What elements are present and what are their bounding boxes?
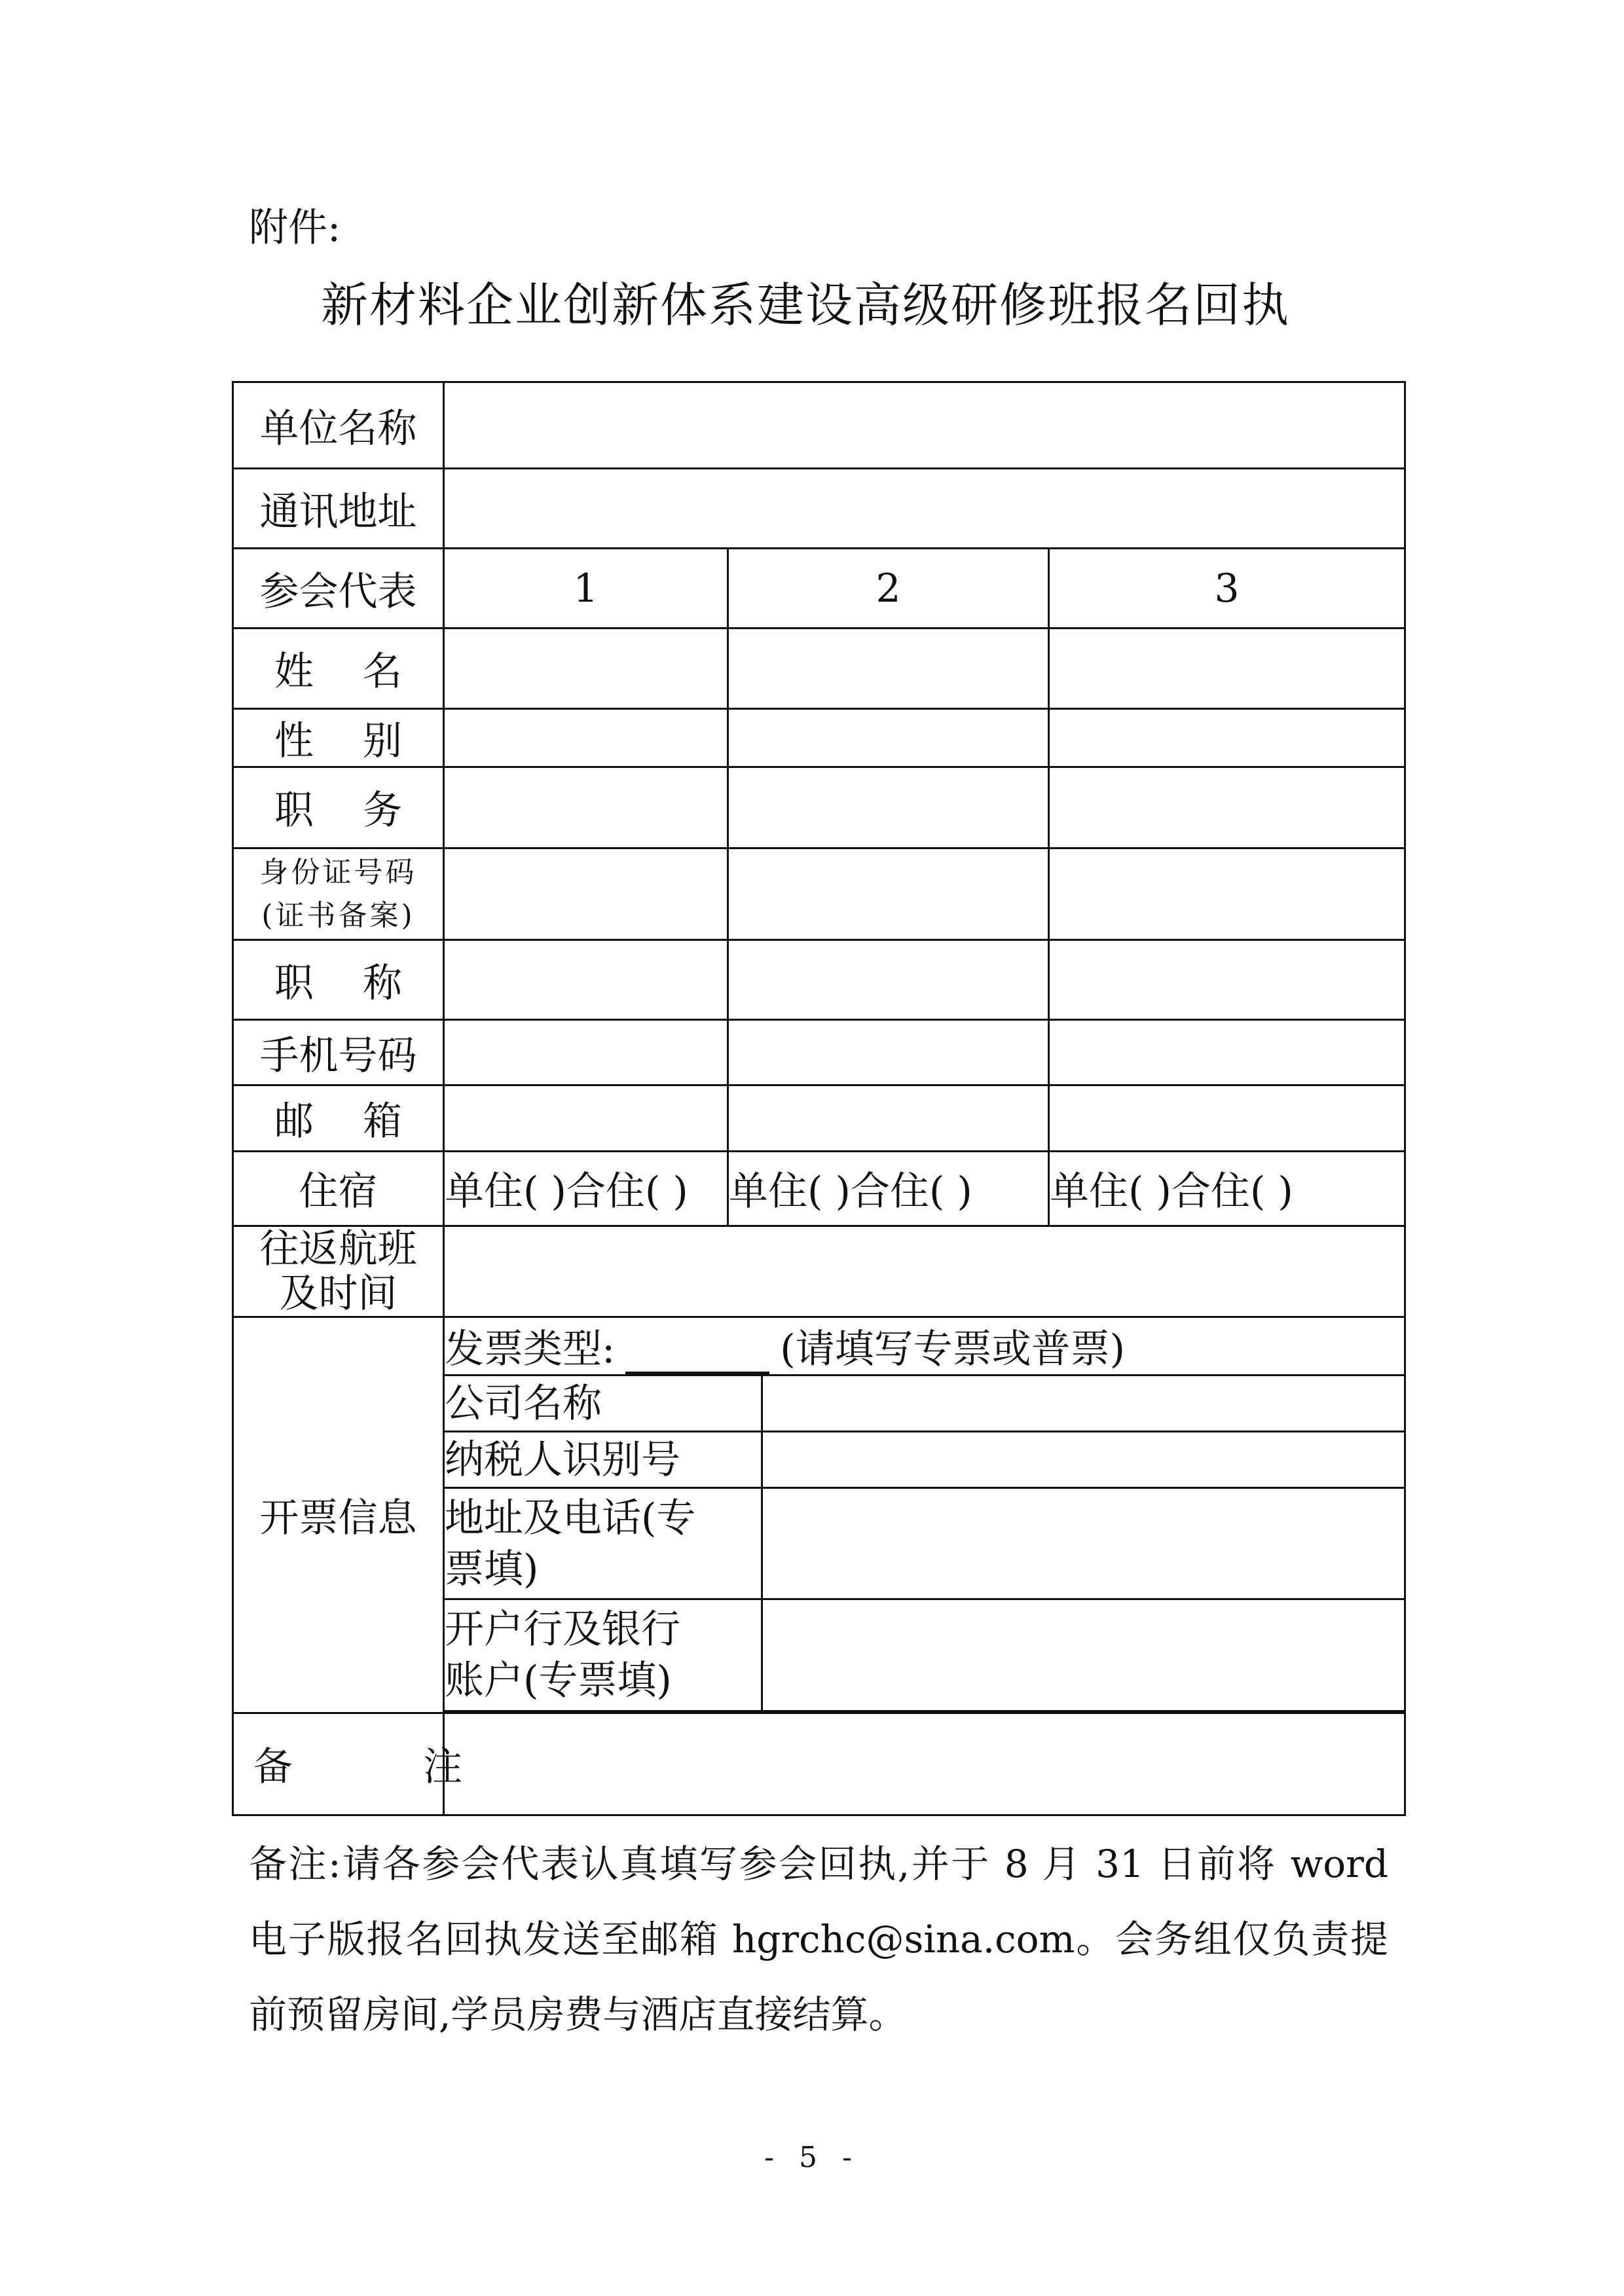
mobile-label: 手机号码 bbox=[233, 1020, 444, 1085]
row-remarks bbox=[233, 1713, 1405, 1815]
page-number: - 5 - bbox=[764, 2141, 860, 2174]
gender-field-1[interactable] bbox=[444, 708, 728, 767]
row-position bbox=[233, 767, 1405, 848]
flight-label bbox=[233, 1226, 444, 1317]
address-phone-label bbox=[444, 1488, 762, 1599]
remarks-field[interactable] bbox=[444, 1713, 1405, 1815]
delegate-number-2: 2 bbox=[728, 549, 1049, 629]
address-phone-field[interactable] bbox=[762, 1488, 1405, 1599]
email-field-3[interactable] bbox=[1049, 1085, 1405, 1151]
title-field-2[interactable] bbox=[728, 940, 1049, 1020]
unit-name-field[interactable] bbox=[444, 382, 1405, 469]
flight-field[interactable] bbox=[444, 1226, 1405, 1317]
position-label: 职 务 bbox=[233, 767, 444, 848]
bank-field[interactable] bbox=[762, 1599, 1405, 1711]
email-label: 邮 箱 bbox=[233, 1085, 444, 1151]
bank-label-line2: 账户(专票填) bbox=[445, 1658, 672, 1704]
invoice-type-prefix: 发票类型: bbox=[445, 1326, 616, 1372]
row-invoice-type bbox=[233, 1317, 1405, 1375]
annex-label: 附件: bbox=[249, 205, 341, 251]
invoice-info-label: 开票信息 bbox=[233, 1317, 444, 1713]
address-phone-label-line1: 地址及电话(专 bbox=[445, 1495, 696, 1541]
row-lodging bbox=[233, 1151, 1405, 1226]
gender-field-3[interactable] bbox=[1049, 708, 1405, 767]
row-name bbox=[233, 629, 1405, 708]
address-phone-label-line2: 票填) bbox=[445, 1546, 539, 1592]
mobile-field-2[interactable] bbox=[728, 1020, 1049, 1085]
flight-label-line1: 往返航班 bbox=[259, 1226, 417, 1272]
name-field-2[interactable] bbox=[728, 629, 1049, 708]
position-field-2[interactable] bbox=[728, 767, 1049, 848]
remarks-label: 备 注 bbox=[233, 1713, 444, 1815]
taxpayer-id-label: 纳税人识别号 bbox=[444, 1432, 762, 1488]
position-field-1[interactable] bbox=[444, 767, 728, 848]
mobile-field-3[interactable] bbox=[1049, 1020, 1405, 1085]
email-field-1[interactable] bbox=[444, 1085, 728, 1151]
gender-label: 性 别 bbox=[233, 708, 444, 767]
lodging-option-3[interactable]: 单住( )合住( ) bbox=[1049, 1151, 1405, 1226]
note-paragraph: 备注:请各参会代表认真填写参会回执,并于 8 月 31 日前将 word 电子版报名回执发送至邮箱 hgrchc@sina.com。会务组仅负责提前预留房间,学员房费与酒店直接结算。 bbox=[249, 1842, 1388, 2037]
row-gender bbox=[233, 708, 1405, 767]
registration-form-table bbox=[232, 381, 1406, 1816]
name-field-3[interactable] bbox=[1049, 629, 1405, 708]
mobile-field-1[interactable] bbox=[444, 1020, 728, 1085]
id-number-field-3[interactable] bbox=[1049, 848, 1405, 939]
title-field-1[interactable] bbox=[444, 940, 728, 1020]
title-label: 职 称 bbox=[233, 940, 444, 1020]
title-field-3[interactable] bbox=[1049, 940, 1405, 1020]
lodging-label: 住宿 bbox=[233, 1151, 444, 1226]
lodging-option-1[interactable]: 单住( )合住( ) bbox=[444, 1151, 728, 1226]
id-number-label bbox=[233, 848, 444, 939]
delegate-number-1: 1 bbox=[444, 549, 728, 629]
id-number-field-2[interactable] bbox=[728, 848, 1049, 939]
id-number-label-line1: 身份证号码 bbox=[259, 855, 417, 889]
position-field-3[interactable] bbox=[1049, 767, 1405, 848]
bank-label bbox=[444, 1599, 762, 1711]
row-title bbox=[233, 940, 1405, 1020]
invoice-type-hint: (请填写专票或普票) bbox=[780, 1326, 1126, 1372]
taxpayer-id-field[interactable] bbox=[762, 1432, 1405, 1488]
name-field-1[interactable] bbox=[444, 629, 728, 708]
bank-label-line1: 开户行及银行 bbox=[445, 1607, 680, 1652]
row-mobile bbox=[233, 1020, 1405, 1085]
id-number-field-1[interactable] bbox=[444, 848, 728, 939]
id-number-label-line2: (证书备案) bbox=[261, 898, 415, 932]
row-id-number bbox=[233, 848, 1405, 939]
lodging-option-2[interactable]: 单住( )合住( ) bbox=[728, 1151, 1049, 1226]
row-address bbox=[233, 469, 1405, 549]
company-name-field[interactable] bbox=[762, 1375, 1405, 1431]
row-email bbox=[233, 1085, 1405, 1151]
delegates-label: 参会代表 bbox=[233, 549, 444, 629]
email-field-2[interactable] bbox=[728, 1085, 1049, 1151]
page-title: 新材料企业创新体系建设高级研修班报名回执 bbox=[321, 278, 1291, 333]
company-name-label: 公司名称 bbox=[444, 1375, 762, 1431]
row-flight bbox=[233, 1226, 1405, 1317]
invoice-type-cell bbox=[444, 1317, 1405, 1375]
invoice-type-blank[interactable] bbox=[625, 1338, 769, 1374]
flight-label-line2: 及时间 bbox=[279, 1270, 397, 1317]
unit-name-label: 单位名称 bbox=[233, 382, 444, 469]
address-label: 通讯地址 bbox=[233, 469, 444, 549]
row-unit-name bbox=[233, 382, 1405, 469]
address-field[interactable] bbox=[444, 469, 1405, 549]
name-label: 姓 名 bbox=[233, 629, 444, 708]
delegate-number-3: 3 bbox=[1049, 549, 1405, 629]
row-delegates bbox=[233, 549, 1405, 629]
gender-field-2[interactable] bbox=[728, 708, 1049, 767]
